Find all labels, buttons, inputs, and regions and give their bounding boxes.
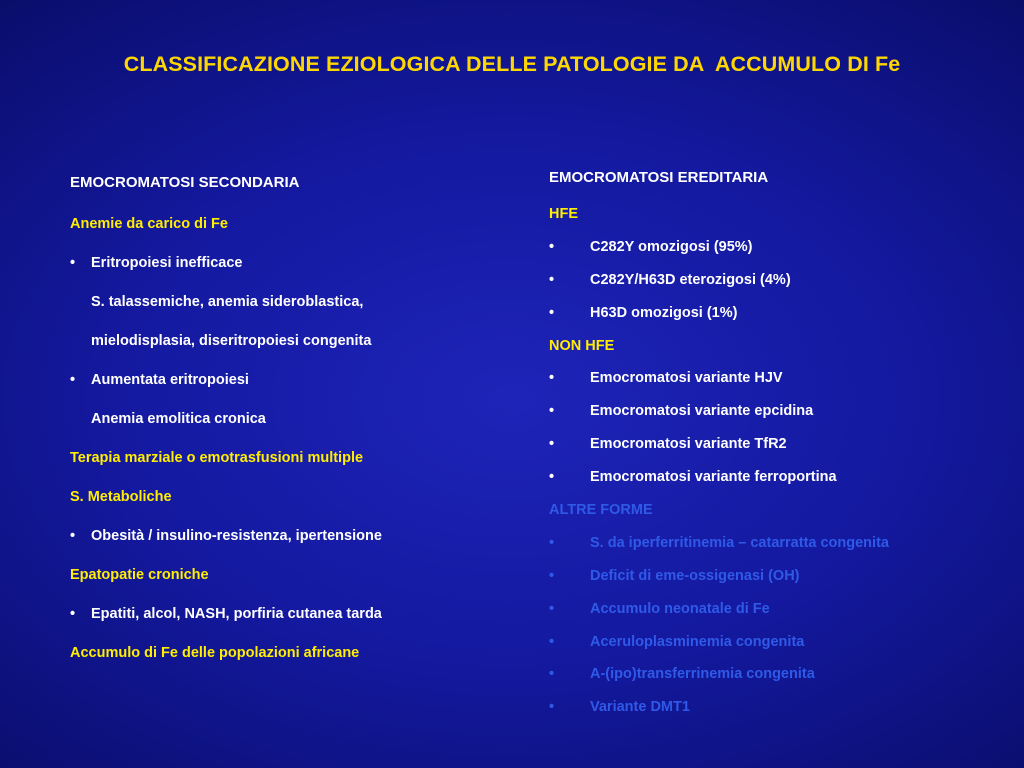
list-item [549, 565, 1009, 598]
list-item [70, 603, 510, 642]
list-item [549, 466, 1009, 499]
list-item [549, 532, 1009, 565]
bullet-icon: • [549, 271, 555, 288]
bullet-icon: • [549, 666, 555, 683]
list-item-label: Aumentata eritropoiesi [91, 372, 249, 388]
list-item [70, 525, 510, 564]
list-item [549, 236, 1009, 269]
slide-title: CLASSIFICAZIONE EZIOLOGICA DELLE PATOLOGIE DA ACCUMULO DI Fe [123, 52, 901, 76]
bullet-icon: • [549, 567, 555, 584]
list-item-label: H63D omozigosi (1%) [590, 304, 738, 321]
section-accumulo-africane: Accumulo di Fe delle popolazioni africane [70, 645, 360, 661]
list-item [549, 663, 1009, 696]
list-item-detail [70, 408, 510, 447]
bullet-icon: • [549, 534, 555, 551]
list-item-detail-label: mielodisplasia, diseritropoiesi congenita [91, 333, 372, 349]
secondary-hemochromatosis-column [70, 172, 510, 681]
list-item-label: Variante DMT1 [590, 699, 690, 716]
list-item-detail-label: Anemia emolitica cronica [91, 411, 266, 427]
hereditary-hemochromatosis-column [549, 167, 1009, 729]
bullet-icon: • [549, 370, 555, 387]
section-terapia-marziale: Terapia marziale o emotrasfusioni multiple [70, 450, 364, 466]
list-item [549, 631, 1009, 664]
list-item-label: C282Y omozigosi (95%) [590, 238, 753, 255]
bullet-icon: • [549, 304, 555, 321]
bullet-icon: • [549, 600, 555, 617]
section-altre-forme: ALTRE FORME [549, 502, 653, 519]
list-item [549, 598, 1009, 631]
list-item [549, 696, 1009, 729]
section-metaboliche: S. Metaboliche [70, 489, 172, 505]
list-item-label: C282Y/H63D eterozigosi (4%) [590, 271, 791, 288]
hereditary-hemochromatosis-heading: EMOCROMATOSI EREDITARIA [549, 169, 769, 186]
secondary-hemochromatosis-heading: EMOCROMATOSI SECONDARIA [70, 174, 300, 191]
bullet-icon: • [70, 372, 76, 388]
section-epatopatie: Epatopatie croniche [70, 567, 209, 583]
list-item [549, 269, 1009, 302]
section-hfe: HFE [549, 206, 578, 222]
list-item-label: A-(ipo)transferrinemia congenita [590, 666, 815, 683]
bullet-icon: • [70, 255, 76, 271]
bullet-icon: • [70, 606, 76, 622]
section-non-hfe: NON HFE [549, 337, 615, 354]
list-item [549, 367, 1009, 400]
list-item-detail [70, 291, 510, 330]
bullet-icon: • [549, 633, 555, 650]
list-item-label: Emocromatosi variante TfR2 [590, 436, 787, 453]
list-item [70, 252, 510, 291]
bullet-icon: • [549, 699, 555, 716]
bullet-icon: • [549, 469, 555, 486]
list-item-label: Emocromatosi variante epcidina [590, 403, 814, 420]
list-item-label: Eritropoiesi inefficace [91, 255, 243, 271]
bullet-icon: • [549, 403, 555, 420]
list-item-label: Epatiti, alcol, NASH, porfiria cutanea tarda [91, 606, 382, 622]
list-item-detail-label: S. talassemiche, anemia sideroblastica, [91, 294, 364, 310]
list-item-label: Accumulo neonatale di Fe [590, 600, 770, 617]
bullet-icon: • [70, 528, 76, 544]
list-item-label: Aceruloplasminemia congenita [590, 633, 805, 650]
bullet-icon: • [549, 238, 555, 255]
list-item [549, 302, 1009, 335]
list-item-label: Deficit di eme-ossigenasi (OH) [590, 567, 800, 584]
list-item-detail [70, 330, 510, 369]
list-item-label: Obesità / insulino-resistenza, ipertensione [91, 528, 382, 544]
list-item-label: Emocromatosi variante ferroportina [590, 469, 837, 486]
section-anemie-da-carico: Anemie da carico di Fe [70, 216, 228, 232]
bullet-icon: • [549, 436, 555, 453]
list-item [549, 400, 1009, 433]
list-item-label: S. da iperferritinemia – catarratta congenita [590, 534, 889, 551]
list-item [70, 369, 510, 408]
list-item-label: Emocromatosi variante HJV [590, 370, 783, 387]
list-item [549, 433, 1009, 466]
